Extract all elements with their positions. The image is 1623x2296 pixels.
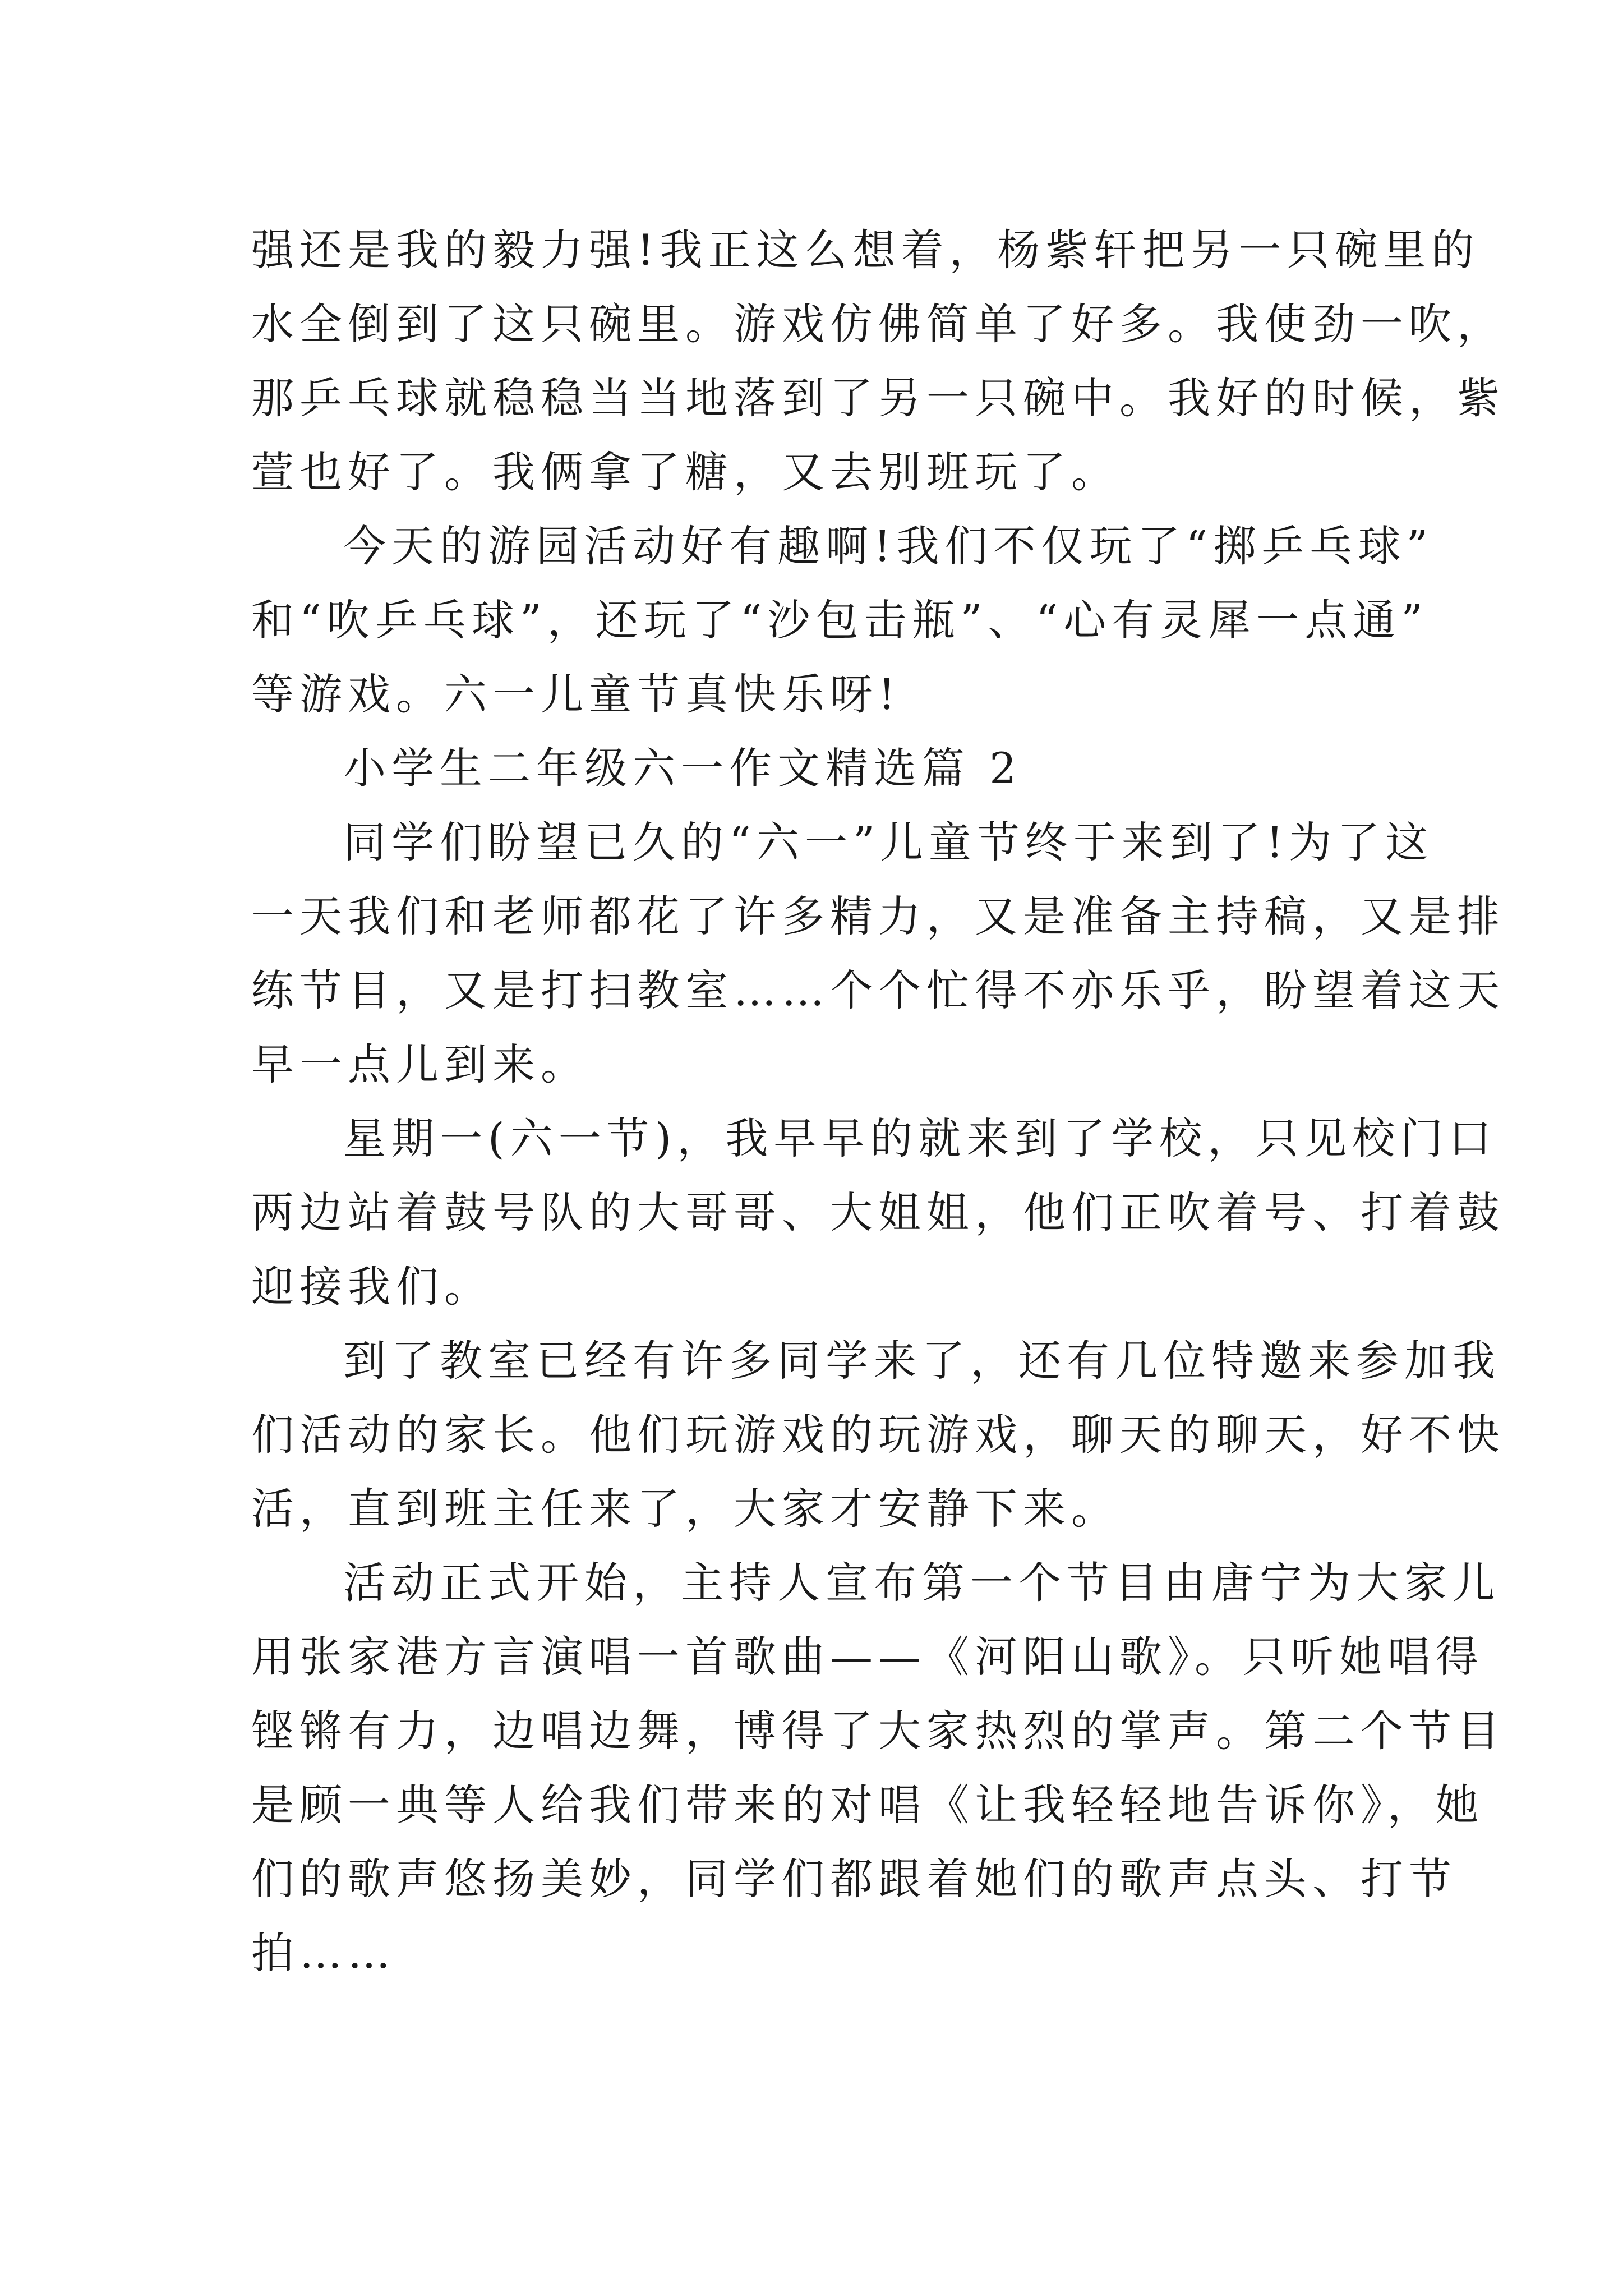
text-line: 们活动的家长。他们玩游戏的玩游戏，聊天的聊天，好不快 xyxy=(251,1410,1505,1460)
section-heading: 小学生二年级六一作文精选篇 2 xyxy=(343,743,1022,793)
paragraph-first-line: 今天的游园活动好有趣啊!我们不仅玩了“掷乒乓球” xyxy=(343,521,1434,571)
paragraph-first-line: 到了教室已经有许多同学来了，还有几位特邀来参加我 xyxy=(343,1336,1501,1386)
text-line: 们的歌声悠扬美妙，同学们都跟着她们的歌声点头、打节 xyxy=(251,1854,1457,1904)
body-text xyxy=(251,213,1505,1990)
paragraph-first-line: 同学们盼望已久的“六一”儿童节终于来到了!为了这 xyxy=(343,817,1434,867)
text-line: 练节目，又是打扫教室……个个忙得不亦乐乎，盼望着这天 xyxy=(251,965,1505,1015)
text-line: 和“吹乒乓球”，还玩了“沙包击瓶”、“心有灵犀一点通” xyxy=(251,595,1429,645)
paragraph-first-line: 星期一(六一节)，我早早的就来到了学校，只见校门口 xyxy=(343,1114,1497,1163)
text-line: 水全倒到了这只碗里。游戏仿佛简单了好多。我使劲一吹， xyxy=(251,299,1505,349)
text-line: 铿锵有力，边唱边舞，博得了大家热烈的掌声。第二个节目 xyxy=(251,1706,1505,1756)
text-line: 两边站着鼓号队的大哥哥、大姐姐，他们正吹着号、打着鼓 xyxy=(251,1188,1505,1237)
text-line: 萱也好了。我俩拿了糖，又去别班玩了。 xyxy=(251,447,1119,497)
paragraph-first-line: 活动正式开始，主持人宣布第一个节目由唐宁为大家儿 xyxy=(343,1558,1501,1608)
text-line: 是顾一典等人给我们带来的对唱《让我轻轻地告诉你》，她 xyxy=(251,1780,1484,1830)
text-line: 等游戏。六一儿童节真快乐呀! xyxy=(251,669,901,719)
text-line: 强还是我的毅力强!我正这么想着，杨紫轩把另一只碗里的 xyxy=(251,225,1480,275)
text-line: 早一点儿到来。 xyxy=(251,1039,589,1089)
text-line: 迎接我们。 xyxy=(251,1262,492,1312)
text-line: 活，直到班主任来了，大家才安静下来。 xyxy=(251,1484,1119,1534)
text-line: 拍…… xyxy=(251,1928,396,1978)
text-line: 那乒乓球就稳稳当当地落到了另一只碗中。我好的时候，紫 xyxy=(251,373,1505,423)
text-line: 一天我们和老师都花了许多精力，又是准备主持稿，又是排 xyxy=(251,891,1505,941)
text-line: 用张家港方言演唱一首歌曲——《河阳山歌》。只听她唱得 xyxy=(251,1632,1484,1682)
